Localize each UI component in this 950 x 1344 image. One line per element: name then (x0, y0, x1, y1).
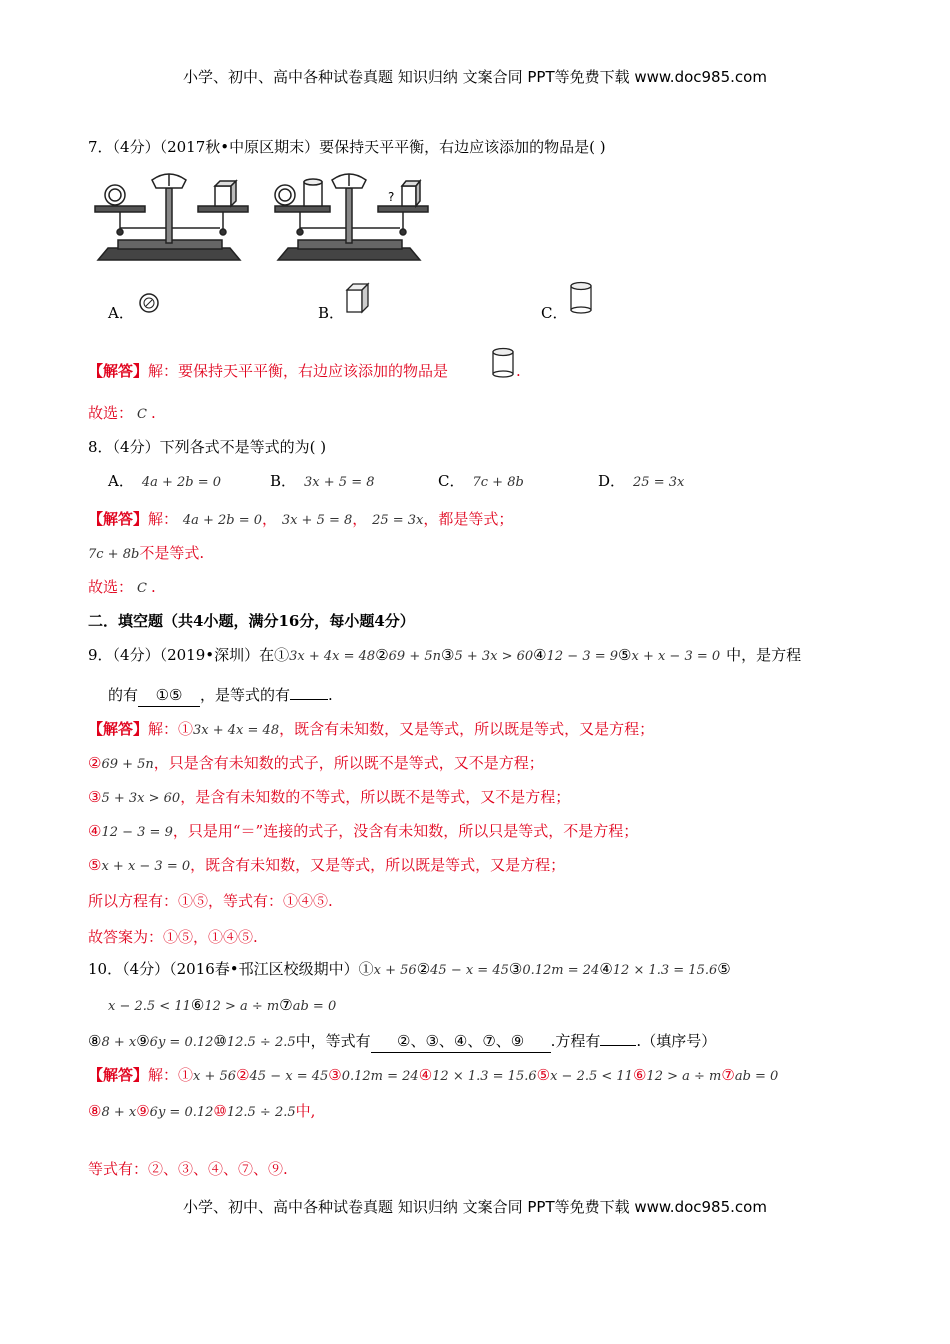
circled-number: ④ (599, 960, 613, 978)
answer-math: x + 56 (193, 1069, 237, 1084)
conclusion-end: . (150, 404, 156, 422)
answer-prefix: 解：① (148, 720, 194, 738)
q10-answer-1: 【解答】解：①x + 56②45 − x = 45③0.12m = 24④12 × 1.3 = 15.6⑤x − 2.5 < 11⑥12 > a ÷ m⑦ab = 0 (88, 1066, 779, 1084)
page-header: 小学、初中、高中各种试卷真题 知识归纳 文案合同 PPT等免费下载 www.doc985.com (183, 68, 767, 86)
q7-answer-end: . (516, 362, 521, 380)
q9-answer-1 (88, 718, 654, 742)
answer-math: 6y = 0.12 (149, 1105, 214, 1120)
circled-number: ⑩ (213, 1102, 227, 1120)
option-math: 3x + 5 = 8 (304, 475, 375, 490)
separator: ， (352, 510, 368, 528)
option-label: D． (598, 472, 626, 490)
answer-math: 0.12m = 24 (341, 1069, 419, 1084)
separator: ， (262, 510, 278, 528)
answer-math: 7c + 8b (88, 547, 140, 562)
cuboid-icon (344, 282, 370, 314)
q8-option-c (438, 470, 524, 494)
stem-math: 12 > a ÷ m (204, 999, 280, 1014)
answer-math: 5 + 3x > 60 (101, 791, 181, 806)
q7-conclusion (88, 402, 156, 426)
circled-number: ⑤ (618, 646, 632, 664)
q9-summary: 所以方程有：①⑤，等式有：①④⑤. (88, 892, 333, 910)
circled-number: ⑨ (136, 1102, 150, 1120)
q9-answer-4 (88, 820, 638, 844)
stem-math: 12.5 ÷ 2.5 (226, 1035, 296, 1050)
circled-number: ② (375, 646, 389, 664)
answer-text: ，只是用“＝”连接的式子，没含有未知数，所以只是等式，不是方程； (172, 822, 639, 840)
option-label: B． (270, 472, 297, 490)
q10-eq-summary: 等式有：②、③、④、⑦、⑨. (88, 1160, 288, 1178)
answer-blank-empty (600, 1045, 636, 1046)
answer-math: ab = 0 (734, 1069, 779, 1084)
answer-label: 【解答】 (88, 1066, 149, 1084)
q9-answer-3 (88, 786, 570, 810)
answer-text: ，既含有未知数，又是等式，所以既是等式，又是方程； (190, 856, 566, 874)
option-label: A． (108, 472, 134, 490)
stem-math: 69 + 5n (388, 649, 441, 664)
conclusion-letter: C (137, 581, 147, 596)
circled-number: ④ (533, 646, 547, 664)
circled-number: ⑤ (536, 1066, 551, 1084)
page-footer: 小学、初中、高中各种试卷真题 知识归纳 文案合同 PPT等免费下载 www.doc985.com (183, 1198, 767, 1216)
circled-number: ④ (418, 1066, 433, 1084)
stem-math: x + x − 3 = 0 (631, 649, 721, 664)
answer-text: ，只是含有未知数的式子，所以既不是等式，又不是方程； (153, 754, 544, 772)
option-math: 4a + 2b = 0 (141, 475, 222, 490)
answer-math: 25 = 3x (372, 513, 424, 528)
option-math: 7c + 8b (472, 475, 524, 490)
stem-math: x + 56 (373, 963, 417, 978)
stem-math: ab = 0 (292, 999, 337, 1014)
q7-option-a-label: A． (108, 304, 134, 322)
cylinder-icon (490, 346, 516, 378)
answer-math: 4a + 2b = 0 (182, 513, 263, 528)
q9-stem (88, 644, 801, 668)
answer-prefix: ④ (88, 822, 102, 840)
question-mark: ? (388, 190, 395, 204)
answer-blank: ②、③、④、⑦、⑨ (371, 1030, 551, 1053)
stem-math: 5 + 3x > 60 (454, 649, 534, 664)
q8-option-a (108, 470, 221, 494)
answer-label: 【解答】 (88, 720, 149, 738)
circled-number: ⑥ (190, 996, 205, 1014)
circled-number: ⑧ (88, 1032, 102, 1050)
answer-blank: ①⑤ (138, 684, 200, 707)
answer-math: 12 − 3 = 9 (101, 825, 173, 840)
balance-scale-right (275, 174, 428, 260)
stem-math: 6y = 0.12 (149, 1035, 214, 1050)
circled-number: ③ (508, 960, 523, 978)
stem-prefix: 9．（4分）（2019•深圳）在① (88, 646, 290, 664)
answer-text: ，是含有未知数的不等式，所以既不是等式，又不是方程； (180, 788, 571, 806)
q7-option-c-label: C． (541, 304, 568, 322)
answer-prefix: ② (88, 754, 102, 772)
cylinder-icon (568, 280, 594, 314)
q8-option-d (598, 470, 684, 494)
conclusion-prefix: 故选： (88, 578, 134, 596)
circled-number: ⑥ (632, 1066, 647, 1084)
circled-number: ③ (328, 1066, 342, 1084)
stem-text: 的有 (108, 686, 139, 704)
stem-suffix: 中，是方程 (726, 646, 802, 664)
answer-math: 3x + 4x = 48 (193, 723, 280, 738)
circled-number: ② (236, 1066, 250, 1084)
option-math: 25 = 3x (633, 475, 685, 490)
conclusion-prefix: 故选： (88, 404, 134, 422)
answer-math: 69 + 5n (101, 757, 154, 772)
section-title: 二．填空题（共4小题，满分16分，每小题4分） (88, 612, 415, 630)
q7-stem: 7．（4分）（2017秋•中原区期末）要保持天平平衡，右边应该添加的物品是( ) (88, 138, 606, 156)
circled-number: ⑤ (717, 960, 731, 978)
q10-answer-2 (88, 1100, 315, 1124)
circled-number: ⑨ (136, 1032, 150, 1050)
q10-stem-line2 (108, 994, 336, 1018)
answer-blank-empty (290, 699, 328, 700)
q10-stem (88, 958, 731, 982)
stem-text: .方程有 (550, 1032, 601, 1050)
stem-math: 12 × 1.3 = 15.6 (612, 963, 718, 978)
stem-text: ，是等式的有 (200, 686, 291, 704)
answer-math: x − 2.5 < 11 (550, 1069, 633, 1084)
stem-text: . (328, 686, 333, 704)
q8-option-b (270, 470, 375, 494)
stem-math: 45 − x = 45 (430, 963, 509, 978)
answer-prefix: 解： (148, 1066, 179, 1084)
q7-answer-text: 解：要保持天平平衡，右边应该添加的物品是 (148, 362, 449, 380)
answer-label: 【解答】 (88, 362, 149, 380)
stem-prefix: 10．（4分）（2016春•邗江区校级期中）① (88, 960, 374, 978)
q8-answer-line2 (88, 542, 204, 566)
q8-stem: 8．（4分）下列各式不是等式的为( ) (88, 438, 327, 456)
circled-number: ⑧ (88, 1102, 102, 1120)
balance-scale-left (95, 174, 248, 260)
q9-answer-2 (88, 752, 544, 776)
answer-math: 12 > a ÷ m (646, 1069, 722, 1084)
stem-math: 8 + x (101, 1035, 137, 1050)
q7-answer (88, 360, 448, 382)
stem-text: .（填序号） (636, 1032, 717, 1050)
circled-number: ⑩ (213, 1032, 227, 1050)
answer-prefix: ⑤ (88, 856, 102, 874)
q8-answer (88, 508, 513, 532)
balance-scales-figure (90, 168, 435, 268)
q9-answer-5 (88, 854, 565, 878)
answer-math: x + x − 3 = 0 (101, 859, 191, 874)
answer-prefix: ③ (88, 788, 102, 806)
circled-number: ⑦ (279, 996, 293, 1014)
circled-number: ② (416, 960, 431, 978)
stem-text: 中，等式有 (295, 1032, 371, 1050)
answer-text: 不是等式. (139, 544, 205, 562)
answer-text: 中, (295, 1102, 316, 1120)
answer-suffix: ，都是等式； (423, 510, 514, 528)
answer-math: 8 + x (101, 1105, 137, 1120)
circled-number: ⑦ (721, 1066, 735, 1084)
stem-math: 3x + 4x = 48 (289, 649, 376, 664)
option-label: C． (438, 472, 465, 490)
q9-final: 故答案为：①⑤，①④⑤. (88, 928, 258, 946)
answer-prefix: 解： (148, 510, 179, 528)
q9-stem-line2 (108, 684, 333, 707)
answer-math: 12.5 ÷ 2.5 (226, 1105, 296, 1120)
stem-math: 12 − 3 = 9 (546, 649, 619, 664)
stem-math: 0.12m = 24 (522, 963, 600, 978)
circled-number: ③ (440, 646, 455, 664)
answer-label: 【解答】 (88, 510, 149, 528)
q7-option-b-label: B． (318, 304, 345, 322)
q8-conclusion (88, 576, 156, 600)
answer-text: ，既含有未知数，又是等式，所以既是等式，又是方程； (279, 720, 655, 738)
q10-stem-line3 (88, 1030, 716, 1054)
coin-icon (138, 292, 160, 314)
stem-math: x − 2.5 < 11 (108, 999, 191, 1014)
conclusion-end: . (150, 578, 156, 596)
conclusion-letter: C (137, 407, 147, 422)
answer-math: 45 − x = 45 (249, 1069, 329, 1084)
answer-math: 12 × 1.3 = 15.6 (432, 1069, 537, 1084)
answer-math: 3x + 5 = 8 (281, 513, 353, 528)
